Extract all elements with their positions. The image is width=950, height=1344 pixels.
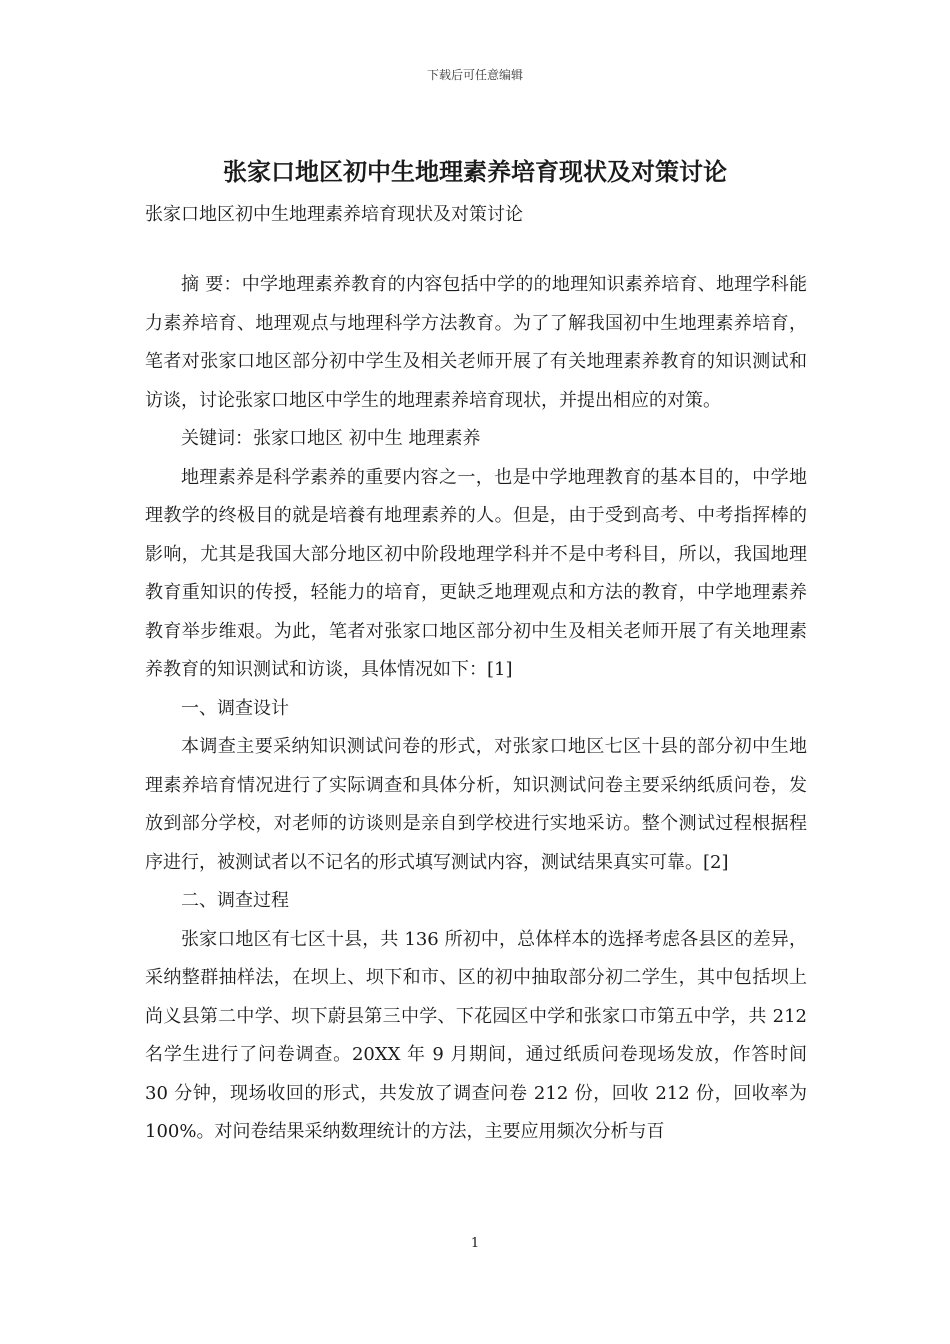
abstract-paragraph: 摘 要：中学地理素养教育的内容包括中学的的地理知识素养培育、地理学科能力素养培育、地理观点与地理科学方法教育。为了了解我国初中生地理素养培育，笔者对张家口地区部分初中学生及相关老师开展了有关地理素养教育的知识测试和访谈，讨论张家口地区中学生的地理素养培育现状，并提出相应的对策。 bbox=[145, 274, 807, 411]
intro-paragraph: 地理素养是科学素养的重要内容之一，也是中学地理教育的基本目的，中学地理教学的终极目的就是培養有地理素养的人。但是，由于受到高考、中考指挥棒的影响，尤其是我国大部分地区初中阶段地理学科并不是中考科目，所以，我国地理教育重知识的传授，轻能力的培育，更缺乏地理观点和方法的教育，中学地理素养教育举步维艰。为此，笔者对张家口地区部分初中生及相关老师开展了有关地理素养教育的知识测试和访谈，具体情况如下：[1] bbox=[145, 466, 807, 680]
header-note: 下载后可任意编辑 bbox=[426, 68, 523, 82]
document-title: 张家口地区初中生地理素养培育现状及对策讨论 bbox=[223, 157, 727, 186]
section-body-design: 本调查主要采纳知识测试问卷的形式，对张家口地区七区十县的部分初中生地理素养培育情况进行了实际调查和具体分析，知识测试问卷主要采纳纸质问卷，发放到部分学校，对老师的访谈则是亲自到学校进行实地采访。整个测试过程根据程序进行，被测试者以不记名的形式填写测试内容，测试结果真实可靠。[2] bbox=[145, 736, 807, 873]
document-body bbox=[145, 266, 807, 1152]
section-heading-process: 二、调查过程 bbox=[181, 890, 289, 911]
page-number: 1 bbox=[470, 1236, 480, 1251]
document-subtitle: 张家口地区初中生地理素养培育现状及对策讨论 bbox=[145, 204, 523, 225]
keywords-paragraph: 关键词：张家口地区 初中生 地理素养 bbox=[181, 428, 481, 449]
section-body-process: 张家口地区有七区十县，共 136 所初中，总体样本的选择考虑各县区的差异，采纳整群抽样法，在坝上、坝下和市、区的初中抽取部分初二学生，其中包括坝上尚义县第二中学、坝下蔚县第三中学、下花园区中学和张家口市第五中学，共 212 名学生进行了问卷调查。20XX 年 9 月期间，通过纸质问卷现场发放，作答时间 30 分钟，现场收回的形式，共发放了调查问卷 212 份，回收 212 份，回收率为 100%。对问卷结果采纳数理统计的方法，主要应用频次分析与百 bbox=[145, 928, 807, 1142]
section-heading-design: 一、调查设计 bbox=[181, 697, 289, 719]
